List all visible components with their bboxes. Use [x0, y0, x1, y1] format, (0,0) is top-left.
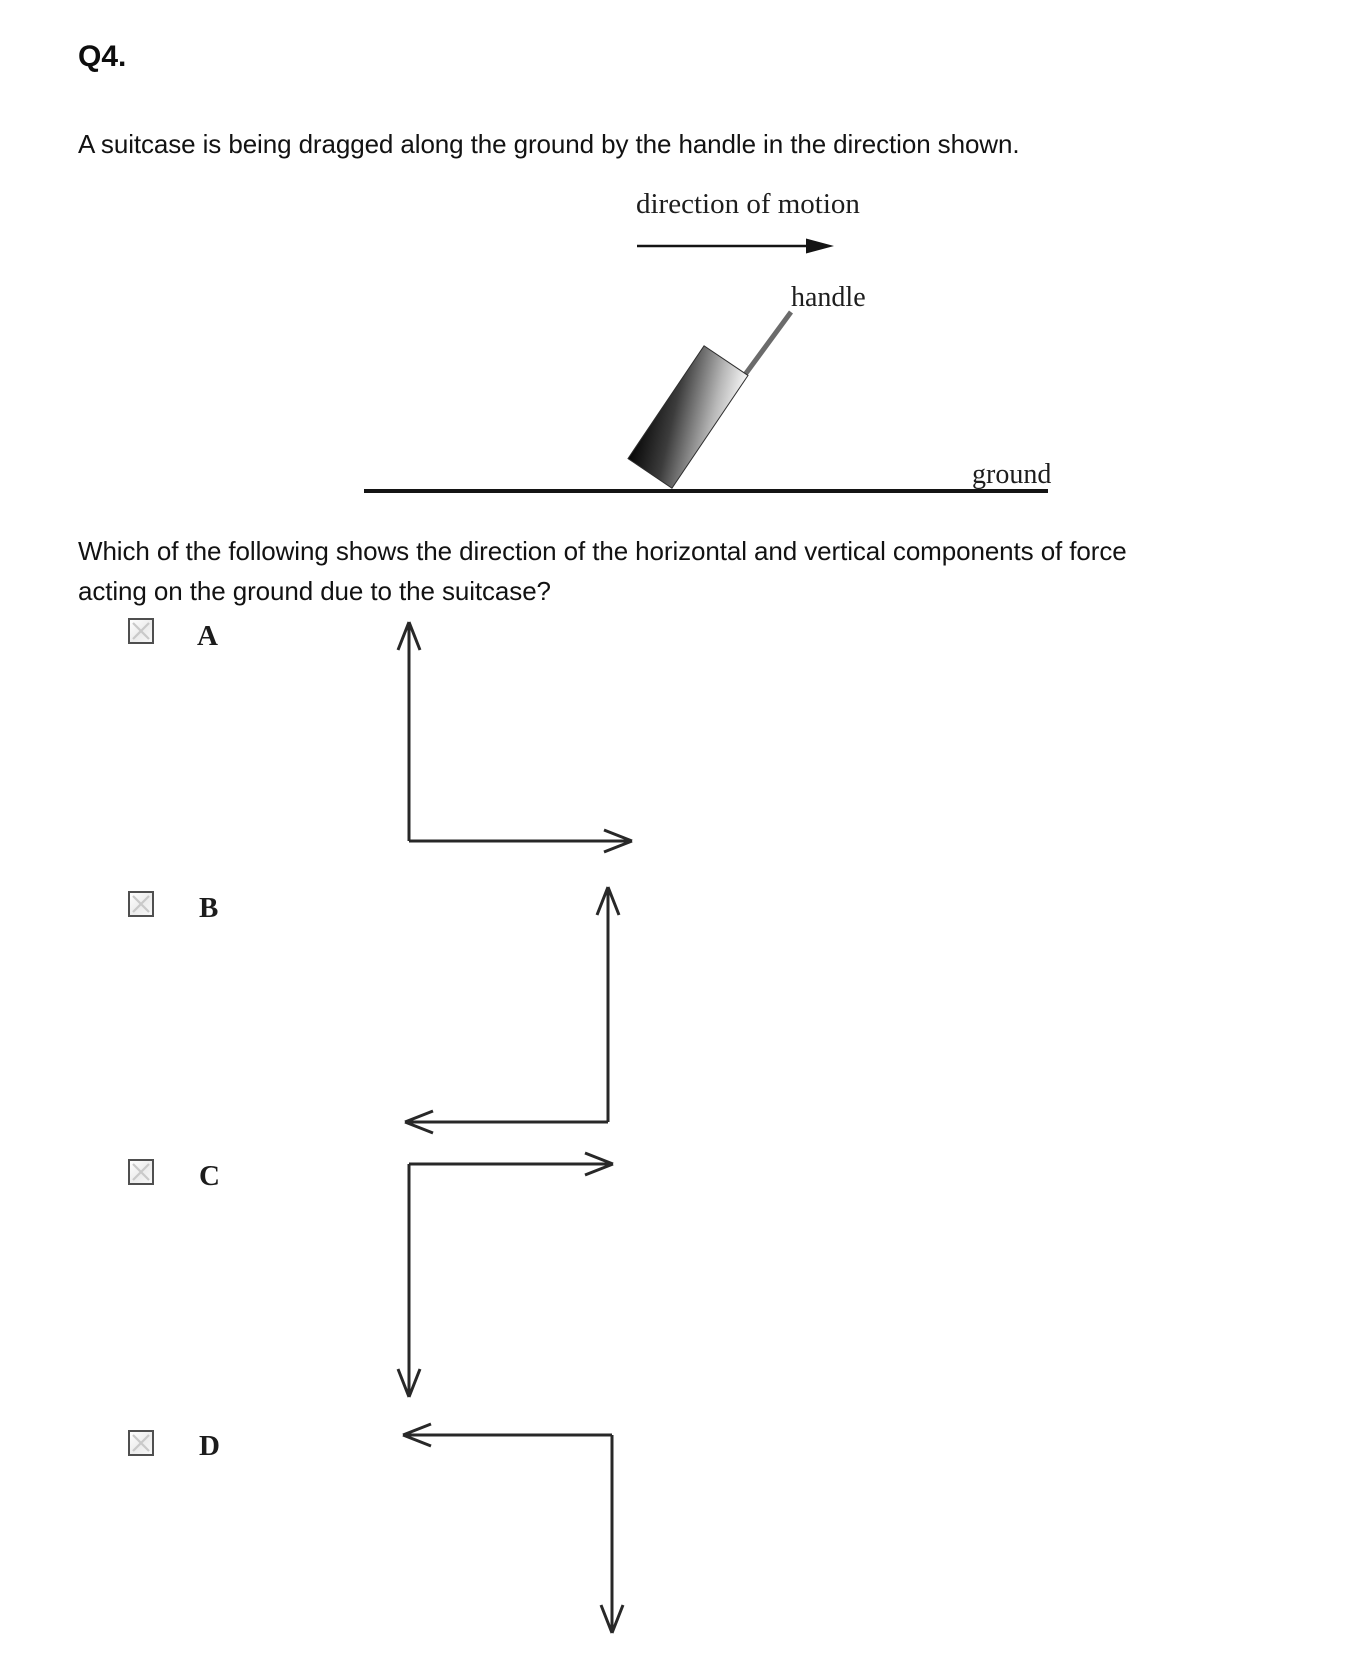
label-ground: ground [972, 459, 1052, 490]
checkbox-x-mark [130, 893, 152, 915]
question-prompt-line2: acting on the ground due to the suitcase? [78, 576, 551, 606]
direction-of-motion-arrow [637, 239, 834, 254]
option-d-checkbox[interactable] [128, 1430, 154, 1456]
checkbox-x-mark [130, 1432, 152, 1454]
option-c-label: C [199, 1160, 220, 1192]
suitcase-body [628, 346, 748, 488]
question-prompt-line1: Which of the following shows the direction of the horizontal and vertical components of force [78, 536, 1127, 566]
option-b-label: B [199, 892, 219, 924]
checkbox-x-mark [130, 1161, 152, 1183]
option-c-checkbox[interactable] [128, 1159, 154, 1185]
option-b-checkbox[interactable] [128, 891, 154, 917]
option-c-arrows [398, 1153, 613, 1397]
label-direction-of-motion: direction of motion [636, 188, 860, 220]
question-number: Q4. [78, 40, 127, 73]
question-prompt [78, 531, 1127, 611]
option-a-label: A [197, 620, 218, 652]
option-b-arrows [405, 887, 619, 1133]
checkbox-x-mark [130, 620, 152, 642]
question-intro: A suitcase is being dragged along the ground by the handle in the direction shown. [78, 129, 1020, 159]
handle-rod [744, 312, 791, 376]
option-a-arrows [398, 622, 632, 852]
option-d-arrows [403, 1424, 623, 1633]
option-d-label: D [199, 1430, 220, 1462]
label-handle: handle [791, 282, 866, 313]
option-a-checkbox[interactable] [128, 618, 154, 644]
